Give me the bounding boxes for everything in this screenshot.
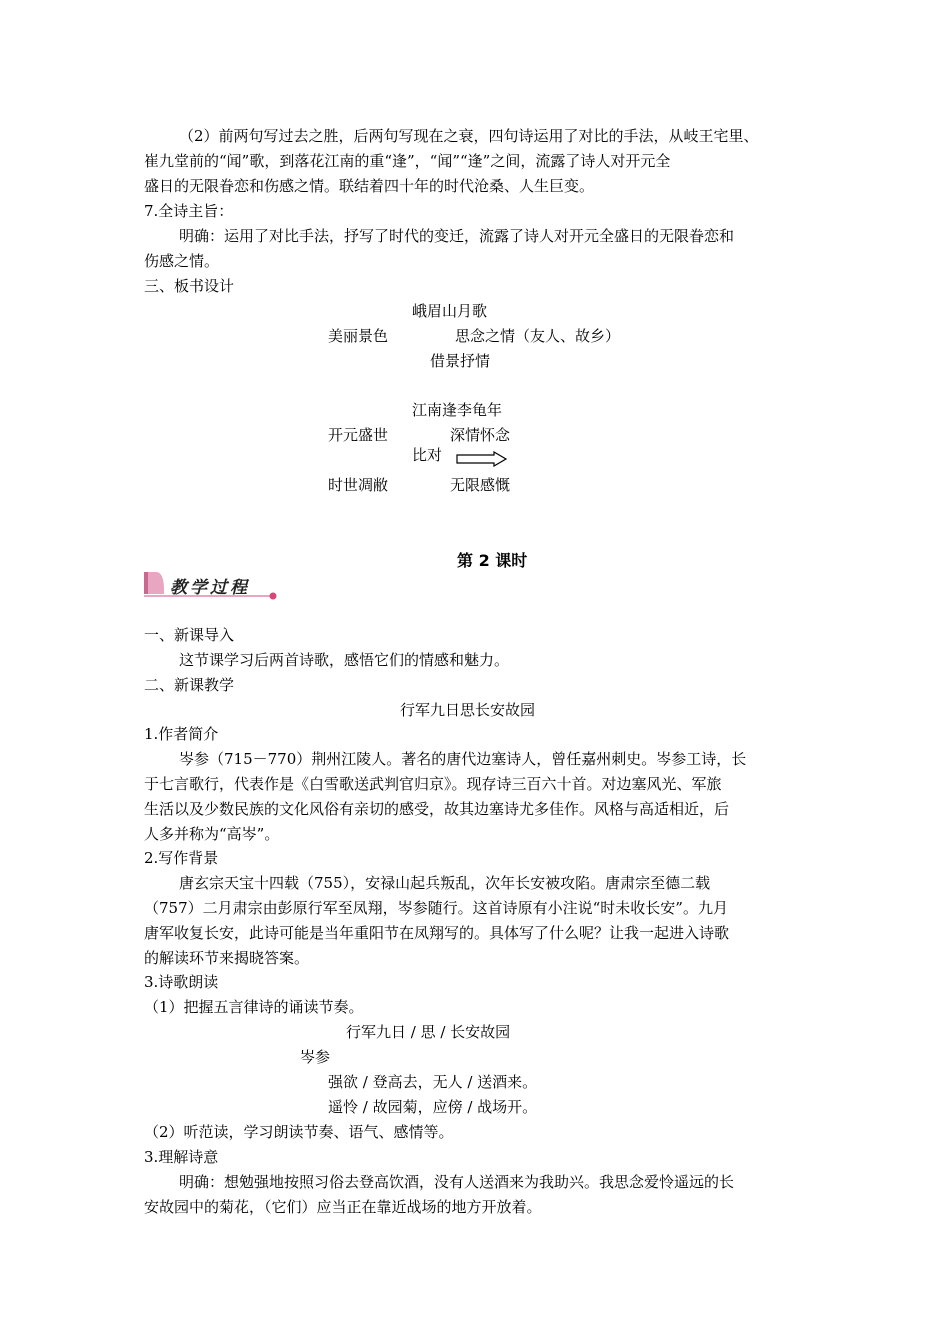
background-line-4: 的解读环节来揭晓答案。 xyxy=(144,949,310,967)
intro-heading: 一、新课导入 xyxy=(144,626,235,644)
paragraph-2-line-2: 崔九堂前的“闻”歌，到落花江南的重“逢”，“闻”“逢”之间，流露了诗人对开元全 xyxy=(144,152,671,170)
rhythm-line-2: 遥怜 / 故园菊，应傍 / 战场开。 xyxy=(328,1098,538,1116)
author-line-1: 岑参（715－770）荆州江陵人。著名的唐代边塞诗人，曾任嘉州刺史。岑参工诗，长 xyxy=(179,750,747,768)
rhythm-title: 行军九日 / 思 / 长安故园 xyxy=(346,1023,511,1041)
theme-line-2: 伤感之情。 xyxy=(144,252,220,270)
reading-item-2: （2）听范读，学习朗读节奏、语气、感情等。 xyxy=(144,1123,454,1141)
teach-heading: 二、新课教学 xyxy=(144,676,235,694)
board2-right-top: 深情怀念 xyxy=(450,426,511,444)
author-heading: 1.作者简介 xyxy=(144,725,219,743)
author-line-3: 生活以及少数民族的文化风俗有亲切的感受，故其边塞诗尤多佳作。风格与高适相近，后 xyxy=(144,800,730,818)
board-heading: 三、板书设计 xyxy=(144,277,235,295)
board2-right-bottom: 无限感慨 xyxy=(450,476,511,494)
theme-heading: 7.全诗主旨： xyxy=(144,202,234,220)
board1-left: 美丽景色 xyxy=(328,327,389,345)
intro-text: 这节课学习后两首诗歌，感悟它们的情感和魅力。 xyxy=(179,651,510,669)
rhythm-author: 岑参 xyxy=(300,1048,331,1066)
board2-title: 江南逢李龟年 xyxy=(412,401,503,419)
theme-line-1: 明确：运用了对比手法，抒写了时代的变迁，流露了诗人对开元全盛日的无限眷恋和 xyxy=(179,227,735,245)
background-line-1: 唐玄宗天宝十四载（755），安禄山起兵叛乱，次年长安被攻陷。唐肃宗至德二载 xyxy=(179,874,711,892)
right-arrow-icon xyxy=(456,451,508,467)
meaning-line-1: 明确：想勉强地按照习俗去登高饮酒，没有人送酒来为我助兴。我思念爱怜遥远的长 xyxy=(179,1173,735,1191)
board1-bottom: 借景抒情 xyxy=(430,352,491,370)
reading-heading: 3.诗歌朗读 xyxy=(144,973,219,991)
paragraph-2-line-1: （2）前两句写过去之胜，后两句写现在之衰，四句诗运用了对比的手法，从岐王宅里、 xyxy=(179,127,759,145)
reading-item-1: （1）把握五言律诗的诵读节奏。 xyxy=(144,998,364,1016)
rhythm-line-1: 强欲 / 登高去，无人 / 送酒来。 xyxy=(328,1073,538,1091)
poem-title: 行军九日思长安故园 xyxy=(400,701,536,719)
board2-left-top: 开元盛世 xyxy=(328,426,389,444)
background-line-2: （757）二月肃宗由彭原行军至凤翔，岑参随行。这首诗原有小注说“时未收长安”。九月 xyxy=(144,899,728,917)
lesson-title: 第 2 课时 xyxy=(457,551,528,570)
paragraph-2-line-3: 盛日的无限眷恋和伤感之情。联结着四十年的时代沧桑、人生巨变。 xyxy=(144,177,595,195)
banner-title: 教学过程 xyxy=(170,578,250,598)
board2-left-bottom: 时世凋敝 xyxy=(328,476,389,494)
board1-title: 峨眉山月歌 xyxy=(412,302,488,320)
meaning-line-2: 安故园中的菊花，（它们）应当正在靠近战场的地方开放着。 xyxy=(144,1198,542,1216)
background-heading: 2.写作背景 xyxy=(144,849,219,867)
meaning-heading: 3.理解诗意 xyxy=(144,1148,219,1166)
teaching-process-banner xyxy=(144,570,280,602)
author-line-2: 于七言歌行，代表作是《白雪歌送武判官归京》。现存诗三百六十首。对边塞风光、军旅 xyxy=(144,775,722,793)
board2-middle: 比对 xyxy=(412,446,443,464)
board1-right: 思念之情（友人、故乡） xyxy=(455,327,621,345)
background-line-3: 唐军收复长安，此诗可能是当年重阳节在凤翔写的。具体写了什么呢？让我一起进入诗歌 xyxy=(144,924,730,942)
author-line-4: 人多并称为“高岑”。 xyxy=(144,825,280,843)
